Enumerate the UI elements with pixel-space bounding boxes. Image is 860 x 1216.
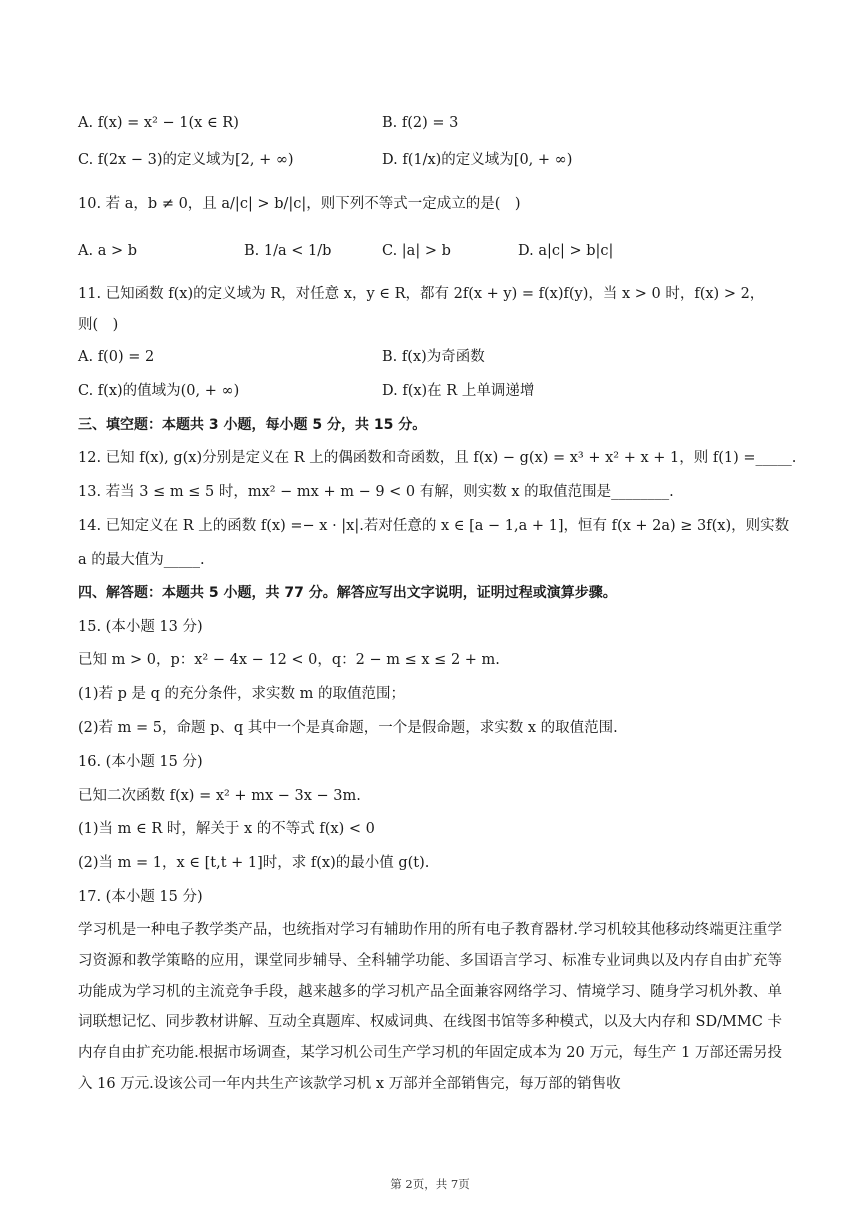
q15-part2: (2)若 m = 5，命题 p、q 其中一个是真命题，一个是假命题，求实数 x 的取值范围. [78,720,618,736]
q12: 12. 已知 f(x), g(x)分别是定义在 R 上的偶函数和奇函数，且 f(x) − g(x) = x³ + x² + x + 1，则 f(1) =_____. [78,450,797,466]
q11-stem-line1: 11. 已知函数 f(x)的定义域为 R，对任意 x，y ∈ R，都有 2f(x + y) = f(x)f(y)，当 x > 0 时，f(x) > 2， [78,286,765,302]
q14-line2: a 的最大值为_____. [78,552,205,568]
q17-title: 17. (本小题 15 分) [78,889,203,905]
q16-part1: (1)当 m ∈ R 时，解关于 x 的不等式 f(x) < 0 [78,821,375,837]
q15-title: 15. (本小题 13 分) [78,619,203,635]
q13: 13. 若当 3 ≤ m ≤ 5 时，mx² − mx + m − 9 < 0 有解，则实数 x 的取值范围是________. [78,484,674,500]
page-footer: 第 2页，共 7页 [390,1177,470,1191]
q16-part2: (2)当 m = 1，x ∈ [t,t + 1]时，求 f(x)的最小值 g(t). [78,855,430,871]
q11-option-d: D. f(x)在 R 上单调递增 [382,383,535,399]
q11-options-row2 [78,381,782,401]
q11-option-a: A. f(0) = 2 [78,349,155,365]
q9-option-d: D. f(1/x)的定义域为[0, + ∞) [382,152,573,168]
q10-option-c: C. |a| > b [382,243,451,259]
q9-options-row1 [78,113,782,133]
q10-option-d: D. a|c| > b|c| [518,243,614,259]
q10-option-b: B. 1/a < 1/b [244,243,332,259]
q10-stem: 10. 若 a，b ≠ 0，且 a/|c| > b/|c|，则下列不等式一定成立的是( ) [78,196,521,212]
q9-option-b: B. f(2) = 3 [382,115,459,131]
q9-option-c: C. f(2x − 3)的定义域为[2, + ∞) [78,152,294,168]
q9-option-a: A. f(x) = x² − 1(x ∈ R) [78,115,239,131]
q14-line1: 14. 已知定义在 R 上的函数 f(x) =− x · |x|.若对任意的 x ∈ [a − 1,a + 1]，恒有 f(x + 2a) ≥ 3f(x)，则实数 [78,518,790,534]
q11-option-b: B. f(x)为奇函数 [382,349,485,365]
q11-stem-line2: 则( ) [78,317,119,333]
section3-heading: 三、填空题：本题共 3 小题，每小题 5 分，共 15 分。 [78,417,427,433]
q16-given: 已知二次函数 f(x) = x² + mx − 3x − 3m. [78,788,361,804]
q15-part1: (1)若 p 是 q 的充分条件，求实数 m 的取值范围； [78,686,406,702]
q11-option-c: C. f(x)的值域为(0, + ∞) [78,383,240,399]
q9-options-row2 [78,150,782,170]
q15-given: 已知 m > 0，p：x² − 4x − 12 < 0，q：2 − m ≤ x ≤ 2 + m. [78,652,500,668]
q11-options-row1 [78,347,782,367]
q10-options [78,241,782,261]
q16-title: 16. (本小题 15 分) [78,754,203,770]
q17-paragraph: 学习机是一种电子教学类产品，也统指对学习有辅助作用的所有电子教育器材.学习机较其他移动终端更注重学习资源和教学策略的应用，课堂同步辅导、全科辅学功能、多国语言学习、标准专业词典以及内存自由扩充等功能成为学习机的主流竞争手段，越来越多的学习机产品全面兼容网络学习、情境学习、随身学习机外教、单词联想记忆、同步教材讲解、互动全真题库、权威词典、在线图书馆等多种模式，以及大内存和 SD/MMC 卡内存自由扩充功能.根据市场调查，某学习机公司生产学习机的年固定成本为 20 万元，每生产 1 万部还需另投入 16 万元.设该公司一年内共生产该款学习机 x 万部并全部销售完，每万部的销售收 [78,922,782,1092]
q10-option-a: A. a > b [78,243,137,259]
section4-heading: 四、解答题：本题共 5 小题，共 77 分。解答应写出文字说明，证明过程或演算步骤。 [78,585,617,601]
